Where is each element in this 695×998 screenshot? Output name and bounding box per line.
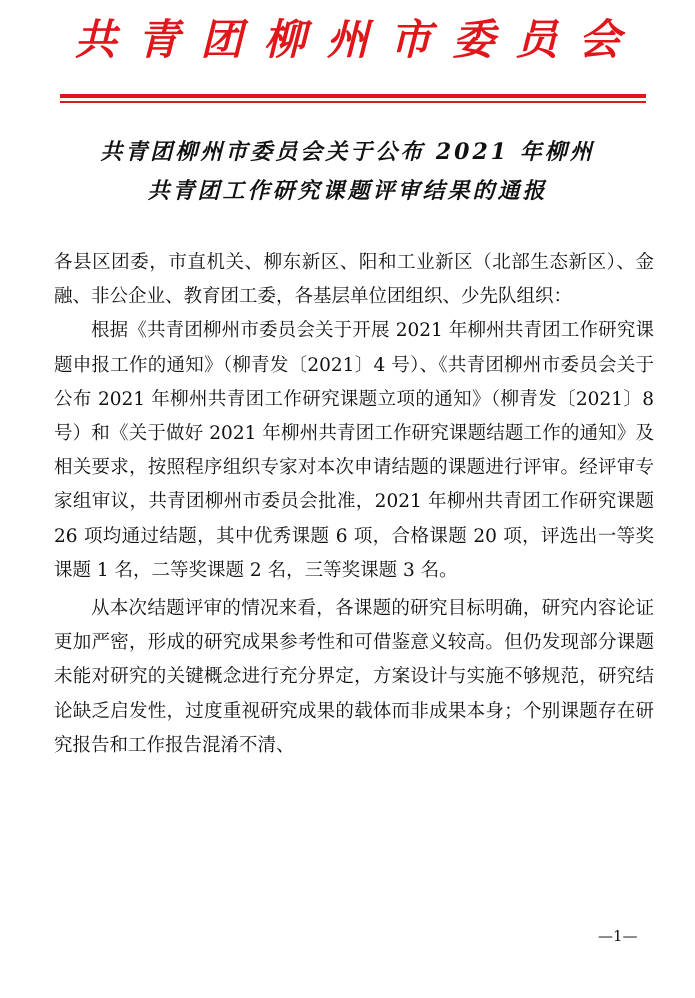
masthead-rule-thin (60, 101, 646, 103)
document-body (54, 246, 654, 763)
page-number: —1— (598, 927, 638, 945)
addressee: 各县区团委，市直机关、柳东新区、阳和工业新区（北部生态新区）、金融、非公企业、教育团工委，各基层单位团组织、少先队组织： (54, 252, 654, 308)
paragraph-basis: 根据《共青团柳州市委员会关于开展 2021 年柳州共青团工作研究课题申报工作的通知》（柳青发〔2021〕4 号）、《共青团柳州市委员会关于公布 2021 年柳州共青团工作研究课题立项的通知》（柳青发〔2021〕8 号）和《关于做好 2021 年柳州共青团工作研究课题结题工作的通知》及相关要求，按照程序组织专家对本次申请结题的课题进行评审。经评审专家组审议，共青团柳州市委员会批准，2021 年柳州共青团工作研究课题 26 项均通过结题，其中优秀课题 6 项，合格课题 20 项，评选出一等奖课题 1 名，二等奖课题 2 名，三等奖课题 3 名。 (54, 320, 654, 581)
masthead-rule-thick (60, 94, 646, 98)
document-title-line-2: 共青团工作研究课题评审结果的通报 (147, 178, 548, 204)
document-title-line-1: 共青团柳州市委员会关于公布 2021 年柳州 (100, 139, 595, 165)
document-title (40, 133, 655, 211)
masthead-organization: 共青团柳州市委员会 (74, 15, 642, 64)
paragraph-findings: 从本次结题评审的情况来看，各课题的研究目标明确，研究内容论证更加严密，形成的研究成果参考性和可借鉴意义较高。但仍发现部分课题未能对研究的关键概念进行充分界定，方案设计与实施不够规范，研究结论缺乏启发性，过度重视研究成果的载体而非成果本身；个别课题存在研究报告和工作报告混淆不清、 (54, 598, 654, 756)
